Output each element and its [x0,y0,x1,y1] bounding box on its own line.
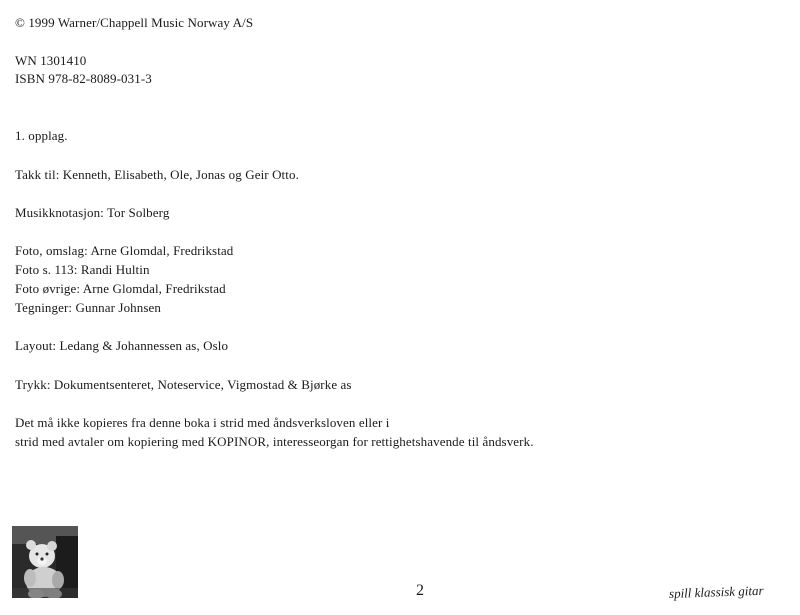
catalog-number: WN 1301410 [15,53,87,68]
thanks-line: Takk til: Kenneth, Elisabeth, Ole, Jonas og Geir Otto. [15,167,299,182]
copy-notice-line-2: strid med avtaler om kopiering med KOPINOR, interesseorgan for rettighetshavende til åndsverk. [15,434,534,449]
print-credit: Trykk: Dokumentsenteret, Noteservice, Vigmostad & Bjørke as [15,377,352,392]
photo-page-credit: Foto s. 113: Randi Hultin [15,262,150,277]
edition-line: 1. opplag. [15,128,68,143]
music-notation-credit: Musikknotasjon: Tor Solberg [15,205,170,220]
copy-notice-line-1: Det må ikke kopieres fra denne boka i strid med åndsverksloven eller i [15,415,390,430]
photo-other-credit: Foto øvrige: Arne Glomdal, Fredrikstad [15,281,226,296]
photo-cover-credit: Foto, omslag: Arne Glomdal, Fredrikstad [15,243,234,258]
page-number: 2 [416,582,424,599]
layout-credit: Layout: Ledang & Johannessen as, Oslo [15,338,229,353]
isbn-line: ISBN 978-82-8089-031-3 [15,71,152,86]
copyright-line: © 1999 Warner/Chappell Music Norway A/S [15,15,254,30]
series-title: spill klassisk gitar [668,582,764,601]
drawings-credit: Tegninger: Gunnar Johnsen [15,300,162,315]
bear-photo [12,526,78,598]
